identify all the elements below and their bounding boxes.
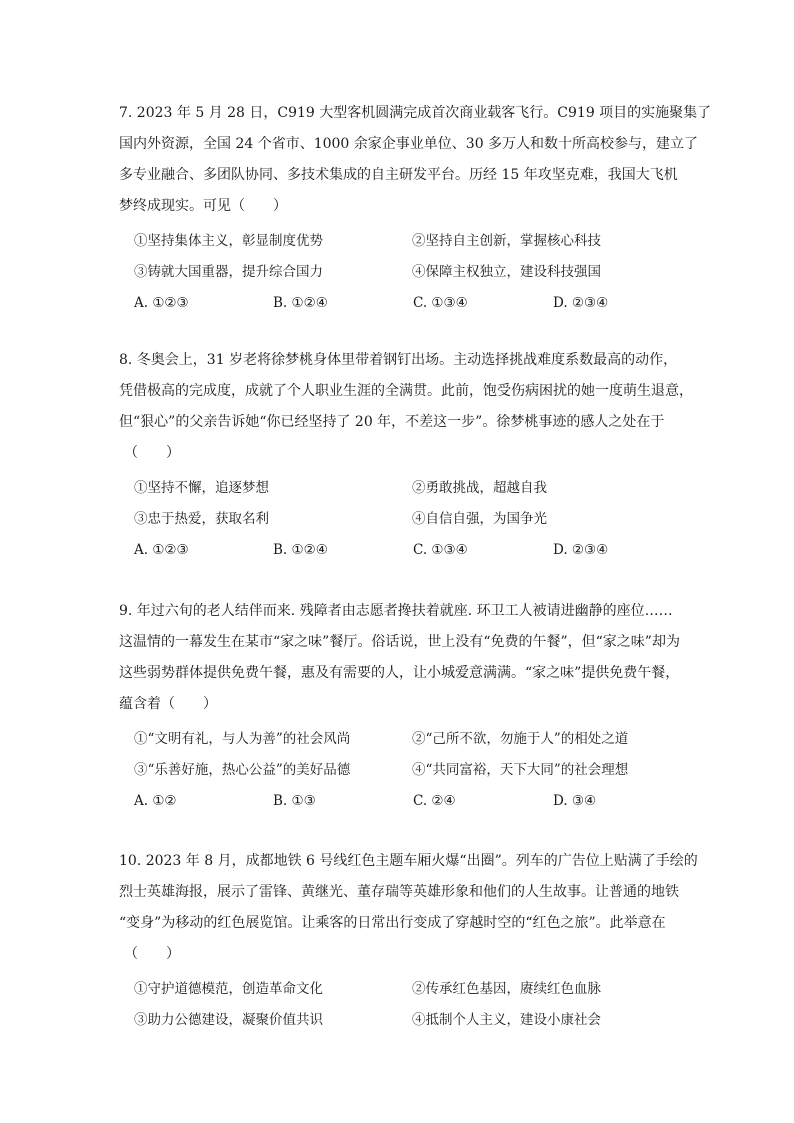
statement-1: ①坚持集体主义，彰显制度优势 bbox=[134, 233, 323, 249]
choice-d[interactable]: D. ②③④ bbox=[553, 542, 609, 558]
statement-2: ②坚持自主创新，掌握核心科技 bbox=[412, 233, 601, 249]
statement-2: ②“己所不欲，勿施于人”的相处之道 bbox=[412, 731, 629, 747]
question-7 bbox=[119, 98, 712, 319]
statement-4: ④抵制个人主义，建设小康社会 bbox=[412, 1012, 601, 1028]
statement-3: ③助力公德建设，凝聚价值共识 bbox=[134, 1012, 323, 1028]
stem-line: 梦终成现实。可见（ ） bbox=[119, 198, 287, 214]
stem-line: 烈士英雄海报，展示了雷锋、黄继光、董存瑞等英雄形象和他们的人生故事。让普通的地铁 bbox=[119, 884, 679, 900]
statement-4: ④“共同富裕，天下大同”的社会理想 bbox=[412, 762, 629, 778]
statement-4: ④保障主权独立，建设科技强国 bbox=[412, 264, 601, 280]
statement-3: ③“乐善好施，热心公益”的美好品德 bbox=[134, 762, 351, 778]
question-stem bbox=[119, 596, 679, 720]
statement-1: ①守护道德模范，创造革命文化 bbox=[134, 981, 323, 997]
choice-list bbox=[119, 288, 679, 319]
question-8 bbox=[119, 345, 693, 566]
stem-line: 但“狠心”的父亲告诉她“你已经坚持了 20 年，不差这一步”。徐梦桃事迹的感人之处在于 bbox=[119, 414, 665, 430]
choice-list bbox=[119, 786, 679, 817]
statement-2: ②传承红色基因，赓续红色血脉 bbox=[412, 981, 601, 997]
statement-list bbox=[119, 974, 679, 1036]
question-9 bbox=[119, 596, 679, 817]
choice-c[interactable]: C. ①③④ bbox=[413, 295, 468, 311]
stem-line: 10. 2023 年 8 月，成都地铁 6 号线红色主题车厢火爆“出圈”。列车的广告位上贴满了手绘的 bbox=[119, 853, 698, 869]
choice-a[interactable]: A. ①②③ bbox=[134, 542, 189, 558]
choice-d[interactable]: D. ②③④ bbox=[553, 295, 609, 311]
choice-list bbox=[119, 535, 679, 566]
stem-line: 蕴含着（ ） bbox=[119, 696, 217, 712]
choice-c[interactable]: C. ①③④ bbox=[413, 542, 468, 558]
statement-1: ①坚持不懈，追逐梦想 bbox=[134, 480, 269, 496]
choice-b[interactable]: B. ①③ bbox=[273, 793, 316, 809]
question-stem bbox=[119, 98, 712, 222]
statement-2: ②勇敢挑战，超越自我 bbox=[412, 480, 547, 496]
stem-line: 7. 2023 年 5 月 28 日，C919 大型客机圆满完成首次商业载客飞行。C919 项目的实施聚集了 bbox=[119, 105, 712, 121]
stem-line: 多专业融合、多团队协同、多技术集成的自主研发平台。历经 15 年攻坚克难，我国大飞机 bbox=[119, 167, 678, 183]
question-stem bbox=[119, 846, 698, 970]
statement-4: ④自信自强，为国争光 bbox=[412, 511, 547, 527]
statement-3: ③忠于热爱，获取名利 bbox=[134, 511, 269, 527]
stem-line: （ ） bbox=[124, 946, 180, 962]
stem-line: 国内外资源，全国 24 个省市、1000 余家企事业单位、30 多万人和数十所高校参与，建立了 bbox=[119, 136, 699, 152]
choice-d[interactable]: D. ③④ bbox=[553, 793, 597, 809]
statement-3: ③铸就大国重器，提升综合国力 bbox=[134, 264, 323, 280]
stem-line: 这些弱势群体提供免费午餐，惠及有需要的人，让小城爱意满满。“家之味”提供免费午餐， bbox=[119, 665, 680, 681]
statement-list bbox=[119, 226, 679, 288]
choice-c[interactable]: C. ②④ bbox=[413, 793, 456, 809]
statement-1: ①“文明有礼，与人为善”的社会风尚 bbox=[134, 731, 351, 747]
choice-b[interactable]: B. ①②④ bbox=[273, 542, 328, 558]
choice-a[interactable]: A. ①②③ bbox=[134, 295, 189, 311]
statement-list bbox=[119, 473, 679, 535]
question-10 bbox=[119, 846, 698, 1036]
stem-line: 9. 年过六旬的老人结伴而来. 残障者由志愿者搀扶着就座. 环卫工人被请进幽静的座位…… bbox=[119, 603, 673, 619]
stem-line: “变身”为移动的红色展览馆。让乘客的日常出行变成了穿越时空的“红色之旅”。此举意在 bbox=[119, 915, 666, 931]
question-stem bbox=[119, 345, 693, 469]
choice-a[interactable]: A. ①② bbox=[134, 793, 177, 809]
choice-b[interactable]: B. ①②④ bbox=[273, 295, 328, 311]
stem-line: 这温情的一幕发生在某市“家之味”餐厅。俗话说，世上没有“免费的午餐”，但“家之味”却为 bbox=[119, 634, 680, 650]
stem-line: （ ） bbox=[124, 445, 180, 461]
stem-line: 8. 冬奥会上，31 岁老将徐梦桃身体里带着钢钉出场。主动选择挑战难度系数最高的动作， bbox=[119, 352, 678, 368]
stem-line: 凭借极高的完成度，成就了个人职业生涯的全满贯。此前，饱受伤病困扰的她一度萌生退意， bbox=[119, 383, 693, 399]
statement-list bbox=[119, 724, 679, 786]
